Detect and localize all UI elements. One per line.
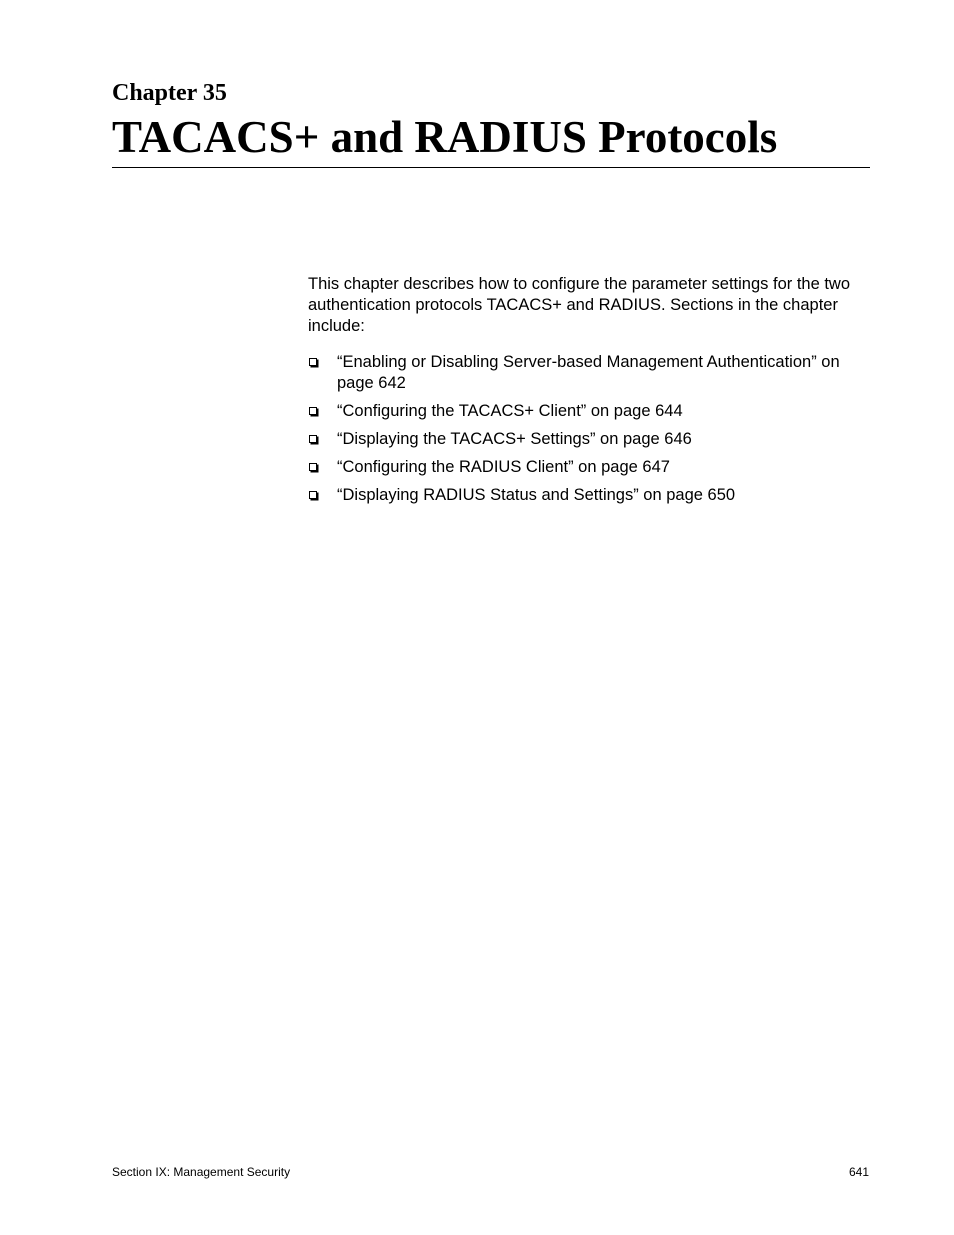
list-item[interactable] <box>308 352 873 394</box>
list-item-text[interactable]: “Displaying the TACACS+ Settings” on page 646 <box>337 430 692 448</box>
list-item-text[interactable]: “Configuring the TACACS+ Client” on page 644 <box>337 402 683 420</box>
footer-page-number: 641 <box>848 1165 869 1179</box>
list-item-text[interactable]: “Enabling or Disabling Server-based Management Authentication” on page 642 <box>337 353 840 392</box>
chapter-title: TACACS+ and RADIUS Protocols <box>112 112 778 162</box>
list-item[interactable] <box>308 457 873 478</box>
list-item-text[interactable]: “Displaying RADIUS Status and Settings” on page 650 <box>337 486 736 504</box>
checkbox-bullet-icon <box>309 358 317 366</box>
title-divider <box>112 167 870 168</box>
list-item[interactable] <box>308 401 873 422</box>
section-list <box>308 352 873 513</box>
checkbox-bullet-icon <box>309 491 317 499</box>
list-item[interactable] <box>308 429 873 450</box>
checkbox-bullet-icon <box>309 407 317 415</box>
intro-paragraph: This chapter describes how to configure the parameter settings for the two authentication protocols TACACS+ and RADIUS. Sections in the chapter include: <box>308 275 851 335</box>
checkbox-bullet-icon <box>309 435 317 443</box>
list-item-text[interactable]: “Configuring the RADIUS Client” on page 647 <box>337 458 670 476</box>
list-item[interactable] <box>308 485 873 506</box>
checkbox-bullet-icon <box>309 463 317 471</box>
footer-section-title: Section IX: Management Security <box>112 1165 291 1179</box>
chapter-label: Chapter 35 <box>112 80 227 106</box>
